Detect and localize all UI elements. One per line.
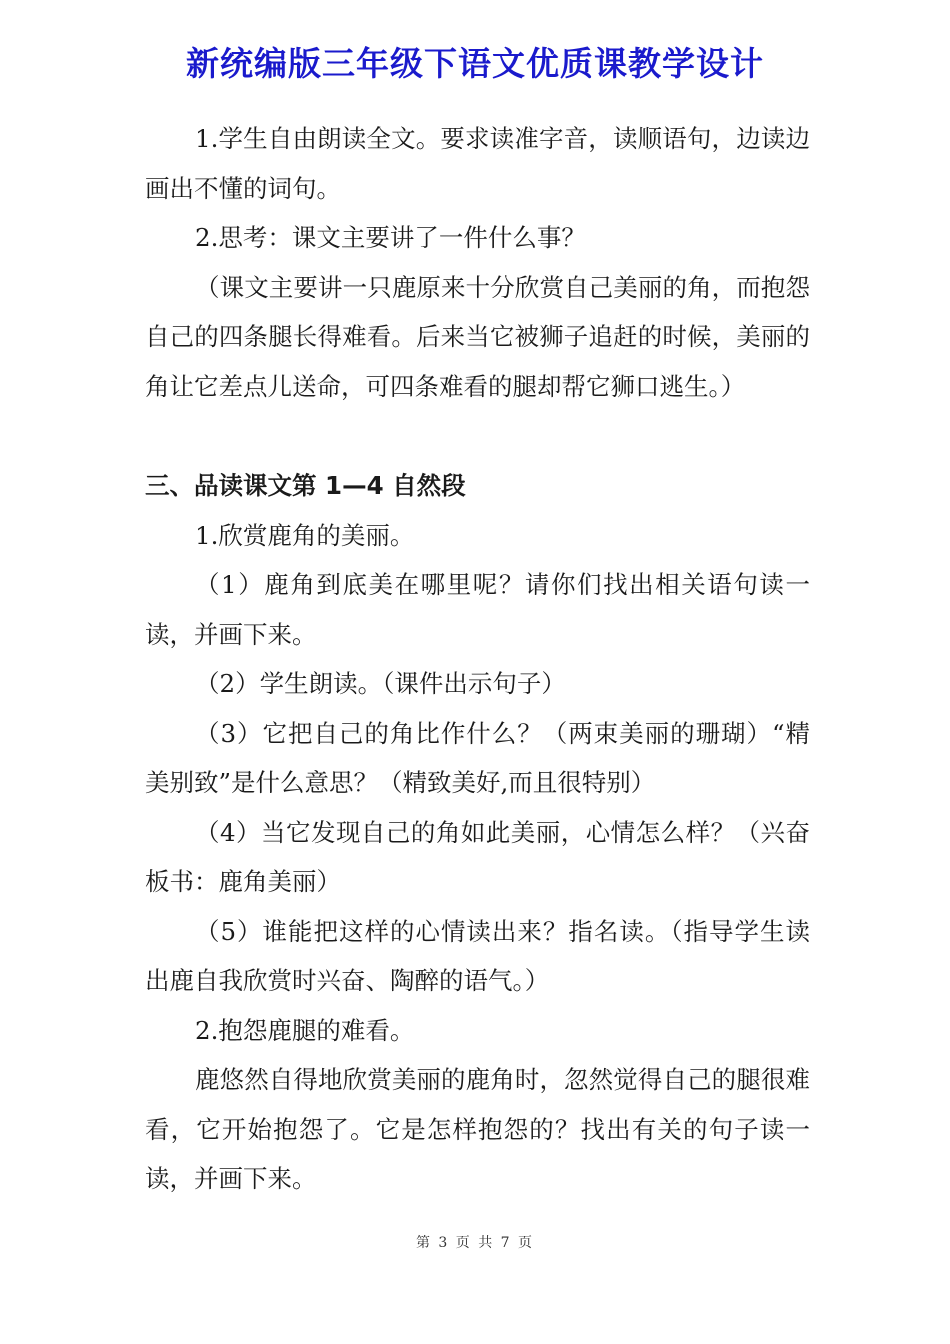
subheading-leg-complaint: 2.抱怨鹿腿的难看。 [195, 1015, 415, 1045]
summary-answer: （课文主要讲一只鹿原来十分欣赏自己美丽的角，而抱怨自己的四条腿长得难看。后来当它被狮子追赶的时候，美丽的角让它差点儿送命，可四条难看的腿却帮它狮口逃生。） [145, 272, 810, 401]
list-item-2: （2）学生朗读。（课件出示句子） [195, 669, 566, 698]
subheading-antler-beauty: 1.欣赏鹿角的美丽。 [195, 520, 415, 550]
body-paragraph: 鹿悠然自得地欣赏美丽的鹿角时，忽然觉得自己的腿很难看，它开始抱怨了。它是怎样抱怨的？找出有关的句子读一读，并画下来。 [145, 1065, 810, 1193]
page-title: 新统编版三年级下语文优质课教学设计 [186, 44, 764, 83]
step-think-question: 2.思考：课文主要讲了一件什么事？ [195, 223, 586, 252]
section-heading-3: 三、品读课文第 1—4 自然段 [145, 471, 466, 500]
page-number: 第 3 页 共 7 页 [415, 1235, 535, 1251]
list-item-3: （3）它把自己的角比作什么？（两束美丽的珊瑚）“精美别致”是什么意思？（精致美好,而且很特别） [145, 718, 810, 797]
list-item-5: （5）谁能把这样的心情读出来？指名读。（指导学生读出鹿自我欣赏时兴奋、陶醉的语气。） [145, 916, 810, 995]
step-read-aloud: 1.学生自由朗读全文。要求读准字音，读顺语句，边读边画出不懂的词句。 [145, 124, 810, 203]
document-body [145, 114, 810, 1204]
list-item-4: （4）当它发现自己的角如此美丽，心情怎么样？（兴奋板书：鹿角美丽） [145, 817, 810, 896]
list-item-1: （1）鹿角到底美在哪里呢？请你们找出相关语句读一读，并画下来。 [145, 570, 810, 649]
